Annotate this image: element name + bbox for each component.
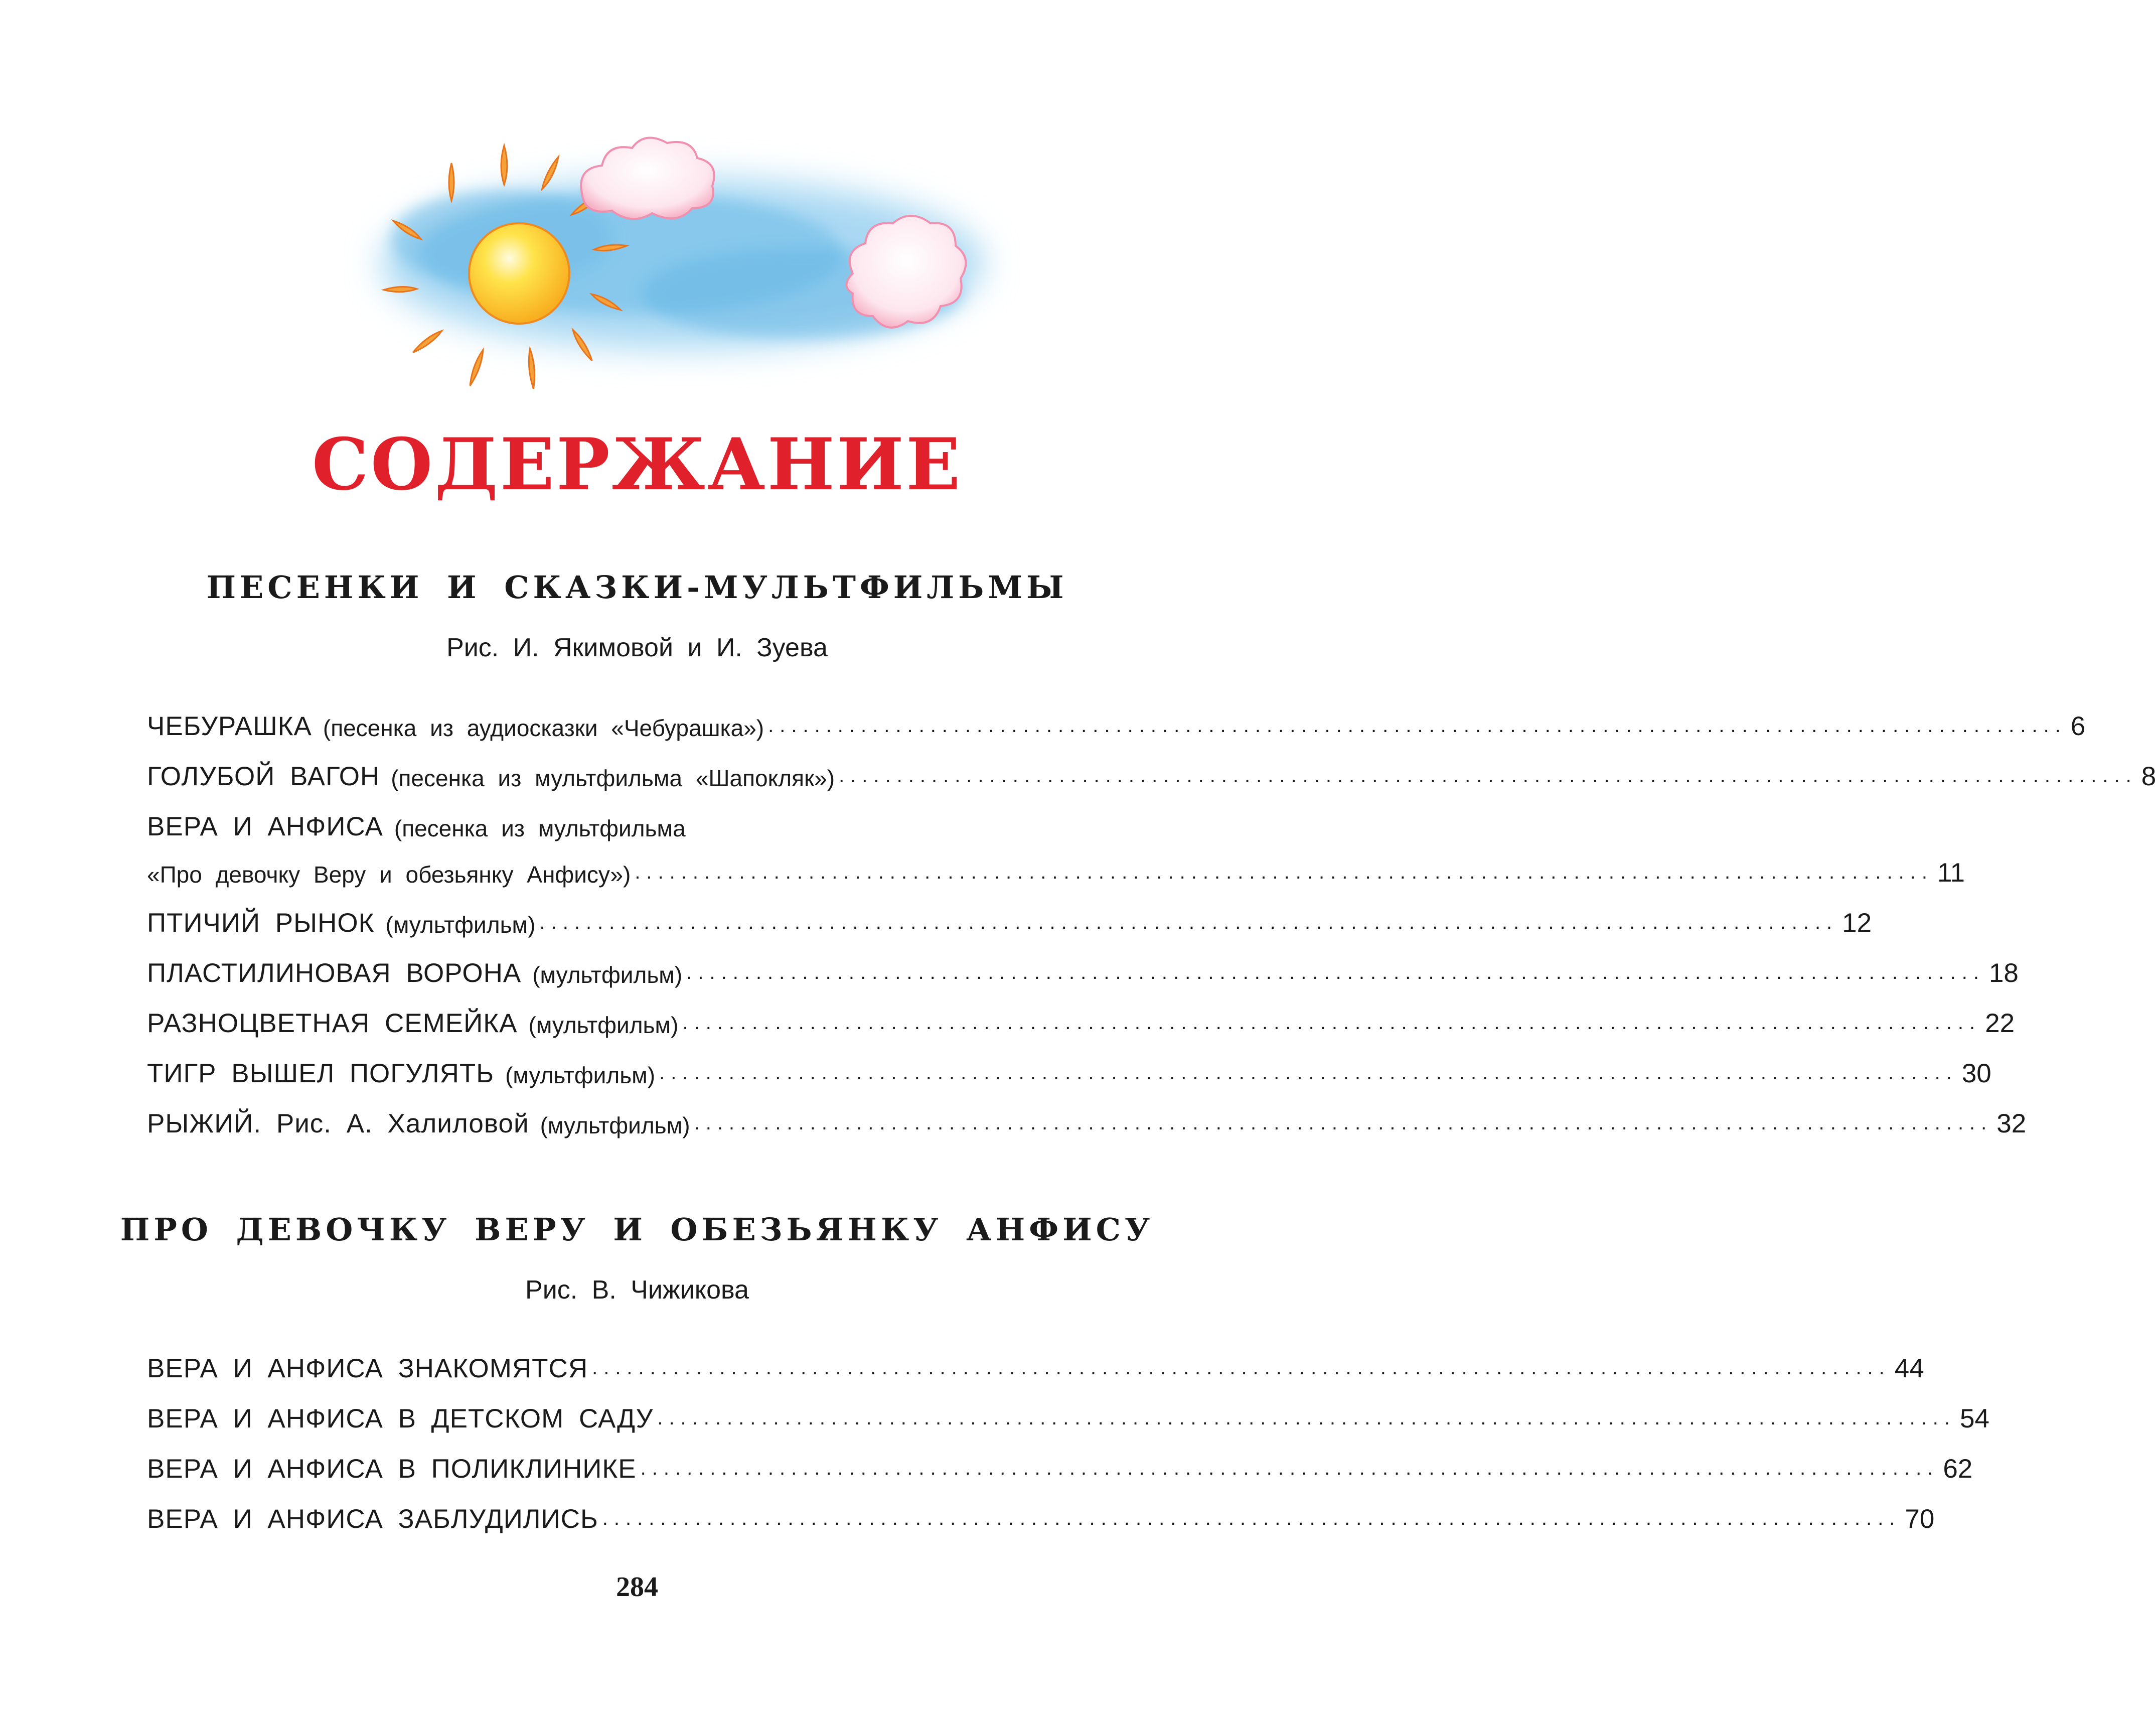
dot-leader: ................................................................................................................ [635, 861, 1933, 883]
dot-leader: ................................................................................................................ [768, 714, 2067, 737]
toc-entry[interactable] [147, 986, 2015, 1038]
toc-entry-title: ГОЛУБОЙ ВАГОН [147, 762, 380, 791]
toc-entry-page: 6 [2070, 711, 2086, 741]
toc-entry[interactable] [147, 740, 2156, 791]
toc-entry-title: ПТИЧИЙ РЫНОК [147, 908, 375, 938]
dot-leader: ................................................................................................................ [686, 961, 1985, 983]
toc-entry-note: (песенка из мультфильма «Шапокляк») [391, 765, 835, 791]
toc-entry[interactable] [147, 1382, 1989, 1434]
toc-entry-page: 44 [1894, 1354, 1924, 1383]
page-title: СОДЕРЖАНИЕ [312, 423, 963, 506]
sun [469, 223, 569, 324]
dot-leader: ................................................................................................................ [682, 1012, 1981, 1034]
toc-entry-note: (мультфильм) [528, 1012, 679, 1038]
dot-leader: ................................................................................................................ [640, 1457, 1939, 1479]
toc-entry-page: 32 [1996, 1109, 2027, 1138]
section-title: ПЕСЕНКИ И СКАЗКИ-МУЛЬТФИЛЬМЫ [206, 569, 1068, 606]
toc-entry-page: 54 [1960, 1404, 1989, 1434]
toc-list [147, 689, 2156, 1138]
toc-entry-note-continued: «Про девочку Веру и обезьянку Анфису») [147, 862, 631, 888]
section-illustrator: Рис. И. Якимовой и И. Зуева [446, 633, 828, 662]
toc-entry[interactable] [147, 886, 1872, 938]
toc-entry-note: (песенка из мультфильма [394, 815, 686, 841]
toc-entry-title: ВЕРА И АНФИСА ЗНАКОМЯТСЯ [147, 1354, 588, 1383]
toc-entry-title: ТИГР ВЫШЕЛ ПОГУЛЯТЬ [147, 1059, 495, 1088]
section-illustrator: Рис. В. Чижикова [525, 1275, 749, 1305]
toc-entry-page: 70 [1905, 1504, 1935, 1534]
toc-entry[interactable] [147, 936, 2019, 988]
toc-entry-page: 11 [1937, 858, 1965, 888]
toc-entry-title: РАЗНОЦВЕТНАЯ СЕМЕЙКА [147, 1009, 518, 1038]
dot-leader: ................................................................................................................ [694, 1112, 1993, 1134]
toc-entry-title: РЫЖИЙ. Рис. А. Халиловой [147, 1109, 529, 1138]
section-title: ПРО ДЕВОЧКУ ВЕРУ И ОБЕЗЬЯНКУ АНФИСУ [120, 1211, 1154, 1248]
toc-entry[interactable] [147, 1432, 1973, 1484]
toc-entry[interactable] [147, 1087, 2027, 1138]
toc-entry-page: 22 [1985, 1009, 2015, 1038]
dot-leader: ................................................................................................................ [539, 911, 1838, 933]
toc-entry-note: (песенка из аудиосказки «Чебурашка») [323, 715, 764, 741]
dot-leader: ................................................................................................................ [659, 1062, 1958, 1084]
toc-entry-page: 12 [1842, 908, 1872, 938]
sun-and-sky-illustration [351, 128, 1028, 409]
toc-entry[interactable] [147, 689, 2086, 741]
dot-leader: ................................................................................................................ [592, 1357, 1891, 1379]
dot-leader: ................................................................................................................ [657, 1407, 1956, 1429]
toc-entry-title: ВЕРА И АНФИСА В ПОЛИКЛИНИКЕ [147, 1454, 637, 1484]
toc-entry[interactable] [147, 1332, 1924, 1383]
cloud-top [581, 138, 714, 219]
toc-entry-page: 30 [1961, 1059, 1991, 1088]
toc-list [147, 1332, 1989, 1534]
toc-entry-note: (мультфильм) [540, 1112, 690, 1138]
toc-entry-title: ВЕРА И АНФИСА В ДЕТСКОМ САДУ [147, 1404, 654, 1434]
dot-leader: ................................................................................................................ [839, 765, 2137, 787]
toc-entry-page: 62 [1943, 1454, 1973, 1484]
toc-entry[interactable] [147, 1482, 1935, 1534]
toc-entry-page: 8 [2141, 762, 2156, 791]
toc-entry-page: 18 [1988, 958, 2019, 988]
toc-entry-title: ВЕРА И АНФИСА ЗАБЛУДИЛИСЬ [147, 1504, 598, 1534]
toc-entry-note: (мультфильм) [505, 1062, 656, 1088]
page-number: 284 [616, 1571, 658, 1603]
toc-entry-note: (мультфильм) [385, 912, 536, 938]
toc-entry-title: ВЕРА И АНФИСА [147, 812, 383, 841]
toc-entry[interactable] [147, 790, 1150, 840]
toc-entry-title: ПЛАСТИЛИНОВАЯ ВОРОНА [147, 958, 522, 988]
dot-leader: ................................................................................................................ [602, 1507, 1901, 1529]
toc-entry-continuation[interactable] [147, 840, 1965, 888]
toc-entry[interactable] [147, 1037, 1991, 1088]
toc-entry-note: (мультфильм) [532, 962, 683, 988]
toc-entry-title: ЧЕБУРАШКА [147, 711, 312, 741]
